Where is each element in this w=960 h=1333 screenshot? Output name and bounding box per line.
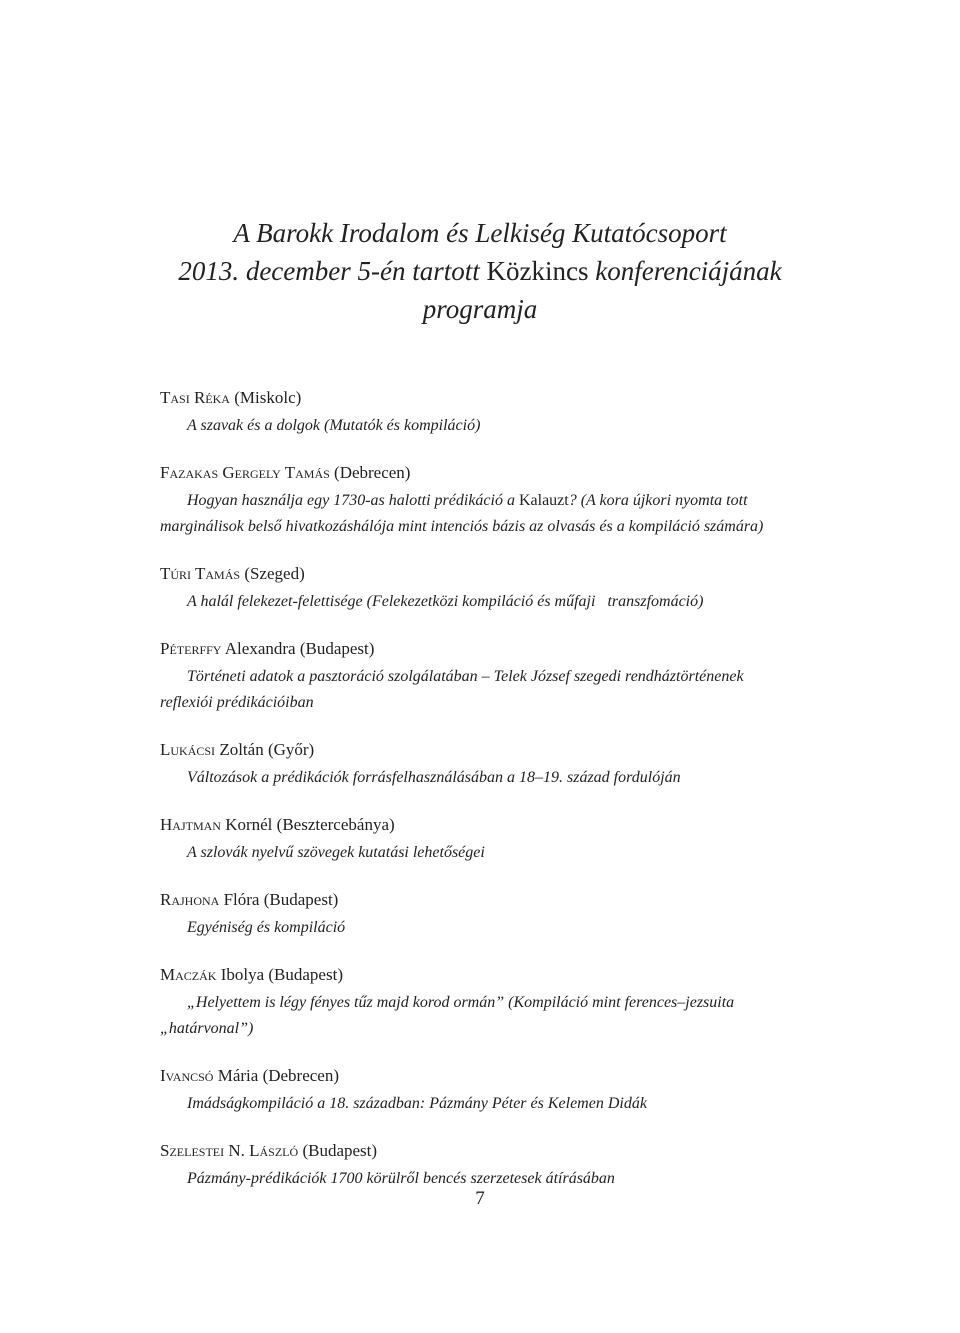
speaker-place: (Debrecen) — [329, 463, 411, 482]
talk-title: Pázmány-prédikációk 1700 körülről bencés szerzetesek átírásában — [187, 1170, 615, 1187]
program-entry — [160, 962, 800, 1042]
program-entry — [160, 1063, 800, 1117]
talk-title: Történeti adatok a pasztoráció szolgálatában – Telek József szegedi rendháztörténenek reflexiói prédikációiban — [160, 668, 744, 711]
talk-title-cited-work: Kalauzt — [518, 492, 569, 509]
conference-name: Közkincs — [486, 256, 589, 286]
speaker-given-name: Flóra — [219, 890, 260, 909]
speaker-surname: Szelestei N. László — [160, 1141, 299, 1160]
talk-title: Egyéniség és kompiláció — [187, 919, 346, 936]
speaker — [160, 385, 800, 411]
speaker-place: (Budapest) — [298, 1141, 378, 1160]
speaker-surname: Maczák — [160, 965, 217, 984]
program-entry — [160, 1138, 800, 1192]
speaker — [160, 887, 800, 913]
talk-title — [160, 488, 800, 540]
speaker-place: (Győr) — [263, 740, 315, 759]
program-entry — [160, 887, 800, 941]
speaker — [160, 1138, 800, 1164]
speaker-place: (Szeged) — [240, 564, 305, 583]
talk-title-part-a: Hogyan használja egy 1730-as halotti prédikáció a — [187, 492, 519, 509]
speaker-surname: Ivancsó — [160, 1066, 214, 1085]
speaker — [160, 812, 800, 838]
program-entry — [160, 636, 800, 716]
talk-title: Változások a prédikációk forrásfelhasználásában a 18–19. század fordulóján — [187, 769, 681, 786]
speaker — [160, 636, 800, 662]
title-line-2-a: 2013. december 5-én tartott — [178, 256, 487, 286]
talk-title: A halál felekezet-felettisége (Felekezetközi kompiláció és műfaji transzfomáció) — [187, 593, 704, 610]
speaker-place: (Miskolc) — [229, 388, 302, 407]
speaker-given-name: Mária — [213, 1066, 259, 1085]
page-number: 7 — [475, 1188, 485, 1209]
talk-title: A szavak és a dolgok (Mutatók és kompiláció) — [187, 417, 481, 434]
speaker-surname: Tasi Réka — [160, 388, 230, 407]
talk-title: A szlovák nyelvű szövegek kutatási lehetőségei — [187, 844, 485, 861]
speaker-given-name: Alexandra — [221, 639, 296, 658]
speaker — [160, 1063, 800, 1089]
program-entry — [160, 561, 800, 615]
speaker-place: (Budapest) — [259, 890, 339, 909]
program-entry — [160, 737, 800, 791]
speaker — [160, 561, 800, 587]
speaker-surname: Lukácsi — [160, 740, 216, 759]
title-line-3: programja — [422, 294, 538, 324]
talk-title: „Helyettem is légy fényes tűz majd korod ormán” (Kompiláció mint ferences–jezsuita „határvonal”) — [160, 994, 735, 1037]
speaker-place: (Debrecen) — [258, 1066, 340, 1085]
talk-title-part-c: ? (A kora újkori nyomta tott marginálisok belső hivatkozáshálója mint intenciós bázis az olvasás és a kompiláció számára) — [160, 492, 764, 535]
speaker-surname: Péterffy — [160, 639, 222, 658]
title-line-2-c: konferenciájának — [588, 256, 782, 286]
speaker-place: (Budapest) — [264, 965, 343, 984]
program-list — [160, 385, 800, 1213]
speaker — [160, 962, 800, 988]
speaker-place: (Besztercebánya) — [272, 815, 395, 834]
speaker-surname: Rajhona — [160, 890, 220, 909]
title-line-2 — [0, 252, 960, 290]
speaker — [160, 460, 800, 486]
speaker-surname: Túri Tamás — [160, 564, 241, 583]
speaker-given-name: Ibolya — [216, 965, 265, 984]
speaker-place: (Budapest) — [295, 639, 375, 658]
speaker-surname: Hajtman — [160, 815, 221, 834]
talk-title: Imádságkompiláció a 18. században: Pázmány Péter és Kelemen Didák — [187, 1095, 647, 1112]
program-entry — [160, 460, 800, 540]
program-title — [0, 214, 960, 328]
speaker-surname: Fazakas Gergely Tamás — [160, 463, 330, 482]
title-line-1: A Barokk Irodalom és Lelkiség Kutatócsoport — [233, 218, 727, 248]
speaker-given-name: Zoltán — [215, 740, 264, 759]
program-entry — [160, 812, 800, 866]
speaker — [160, 737, 800, 763]
speaker-given-name: Kornél — [220, 815, 273, 834]
program-entry — [160, 385, 800, 439]
